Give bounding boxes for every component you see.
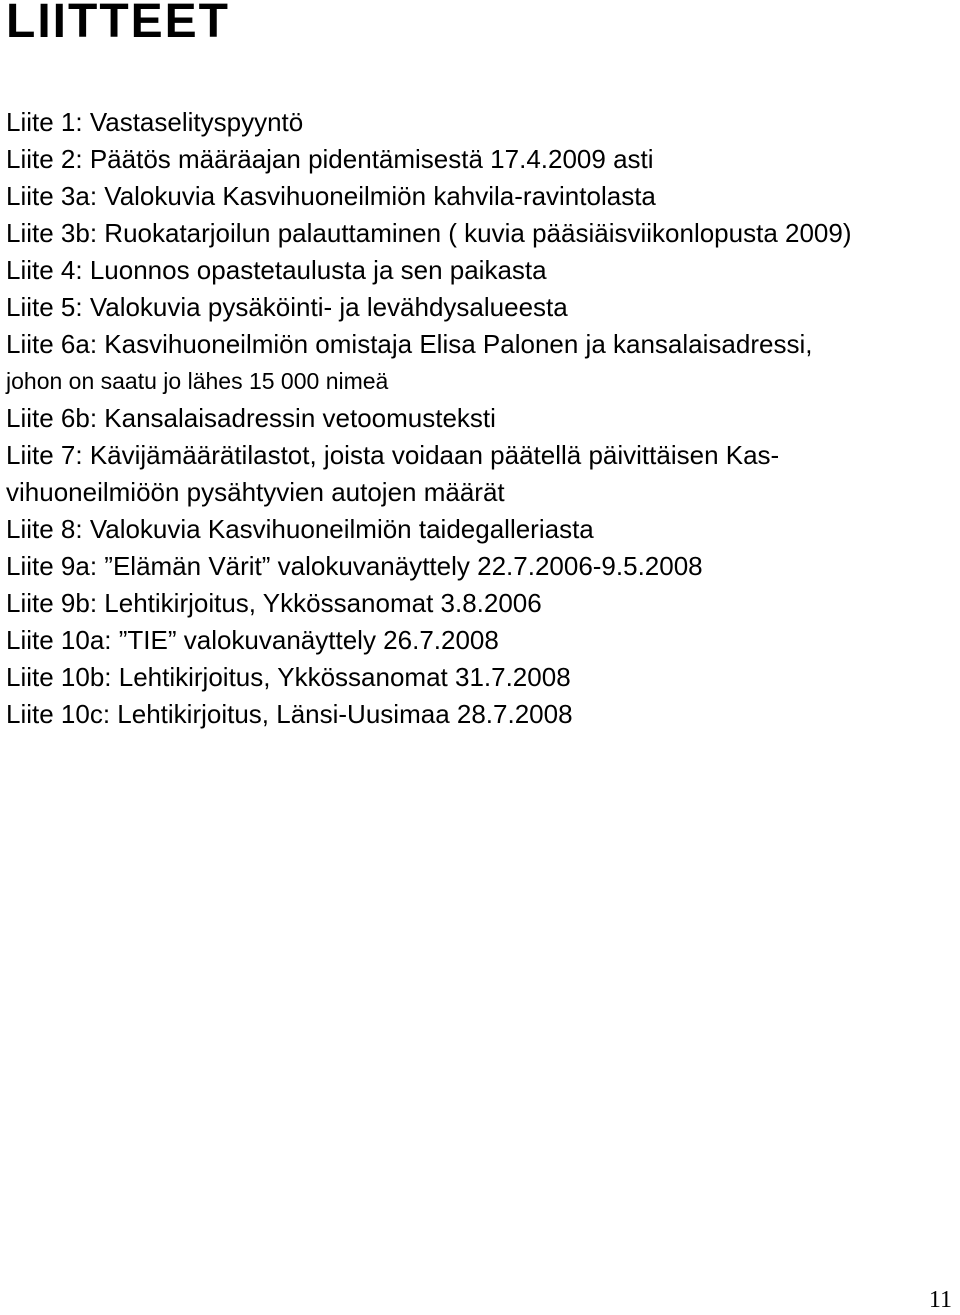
attachment-item: Liite 3b: Ruokatarjoilun palauttaminen ( kuvia pääsiäisviikonlopusta 2009) — [6, 218, 852, 248]
attachment-item: Liite 8: Valokuvia Kasvihuoneilmiön taidegalleriasta — [6, 514, 594, 544]
page-number: 11 — [928, 1287, 952, 1313]
attachment-item: Liite 7: Kävijämäärätilastot, joista voidaan päätellä päivittäisen Kas- — [6, 440, 780, 470]
attachment-item: Liite 9a: ”Elämän Värit” valokuvanäyttely 22.7.2006-9.5.2008 — [6, 551, 703, 581]
attachment-item: Liite 6a: Kasvihuoneilmiön omistaja Elisa Palonen ja kansalaisadressi, — [6, 329, 813, 359]
attachment-list — [6, 104, 951, 733]
attachment-item-continuation: johon on saatu jo lähes 15 000 nimeä — [6, 368, 389, 394]
attachment-item: Liite 1: Vastaselityspyyntö — [6, 107, 304, 137]
attachment-item: Liite 10c: Lehtikirjoitus, Länsi-Uusimaa 28.7.2008 — [6, 699, 573, 729]
page-title: LIITTEET — [6, 0, 230, 48]
attachment-item: Liite 5: Valokuvia pysäköinti- ja levähdysalueesta — [6, 292, 568, 322]
attachment-item-continuation: vihuoneilmiöön pysähtyvien autojen määrät — [6, 477, 505, 507]
attachment-item: Liite 4: Luonnos opastetaulusta ja sen paikasta — [6, 255, 547, 285]
attachment-item: Liite 6b: Kansalaisadressin vetoomusteksti — [6, 403, 496, 433]
attachment-item: Liite 2: Päätös määräajan pidentämisestä 17.4.2009 asti — [6, 144, 654, 174]
attachment-item: Liite 3a: Valokuvia Kasvihuoneilmiön kahvila-ravintolasta — [6, 181, 656, 211]
attachment-item: Liite 10b: Lehtikirjoitus, Ykkössanomat 31.7.2008 — [6, 662, 571, 692]
attachment-item: Liite 10a: ”TIE” valokuvanäyttely 26.7.2008 — [6, 625, 499, 655]
attachment-item: Liite 9b: Lehtikirjoitus, Ykkössanomat 3.8.2006 — [6, 588, 542, 618]
